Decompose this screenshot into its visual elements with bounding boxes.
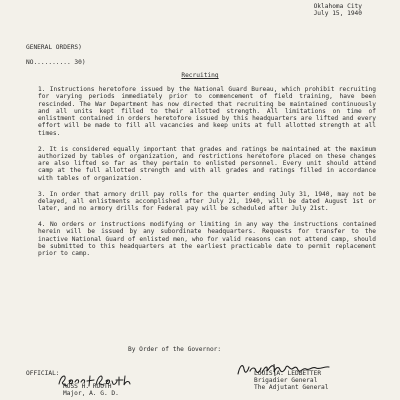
signatory-rank: Brigadier General — [254, 377, 318, 385]
official-label: OFFICIAL: — [26, 370, 60, 377]
paragraph-2: 2. It is considered equally important that grades and ratings be maintained at the maximum authorized by tables of organization, and restrictions heretofore placed on these changes are also lifted so far as they pertain to enlisted personnel. Every unit should attend camp at the full allotted strength and with all grades and ratings filled in accordance with tables of organization. — [38, 145, 376, 182]
general-orders-block — [26, 44, 86, 66]
signatory-title: The Adjutant General — [254, 384, 329, 392]
document-title: Recruiting — [181, 72, 219, 79]
attest-block — [63, 383, 119, 397]
signatory-name: LOUIS A. LEDBETTER — [254, 370, 322, 377]
paragraph-4: 4. No orders or instructions modifying or limiting in any way the instructions contained herein will be issued by any subordinate headquarters. Requests for transfer to the inactive National Guard of enlisted men, who for valid reasons can not attend camp, should be submitted to this headquarters at the earliest practicable date to permit replacement prior to camp. — [38, 220, 376, 258]
paragraph-1: 1. Instructions heretofore issued by the National Guard Bureau, which prohibit recruiting for varying periods immediately prior to commencement of field training, have been rescinded. The War Department has now directed that recruiting be maintained continuously and all units kept filled to their allotted strength. All limitations on time of enlistment contained in orders heretofore issued by this headquarters are lifted and every effort will be made to fill all vacancies and keep units at full allotted strength at all times. — [38, 86, 376, 137]
general-orders-number: NO.......... 30) — [26, 58, 86, 66]
dateline — [314, 3, 362, 18]
attest-name: ROSS H. ROUTH — [63, 383, 112, 390]
document-body — [38, 86, 376, 266]
attest-rank: Major, A. G. D. — [63, 390, 119, 398]
general-orders-label: GENERAL ORDERS) — [26, 44, 82, 51]
signatory-block — [254, 370, 329, 392]
place-text: Oklahoma City — [313, 3, 362, 10]
paragraph-3: 3. In order that armory drill pay rolls for the quarter ending July 31, 1940, may not be delayed, all enlistments accomplished after July 21, 1940, will be dated August 1st or later, and no armory drills for Federal pay will be scheduled after July 21st. — [38, 190, 376, 213]
closing-line: By Order of the Governor: — [128, 346, 222, 353]
date-text: July 15, 1940 — [313, 10, 362, 18]
